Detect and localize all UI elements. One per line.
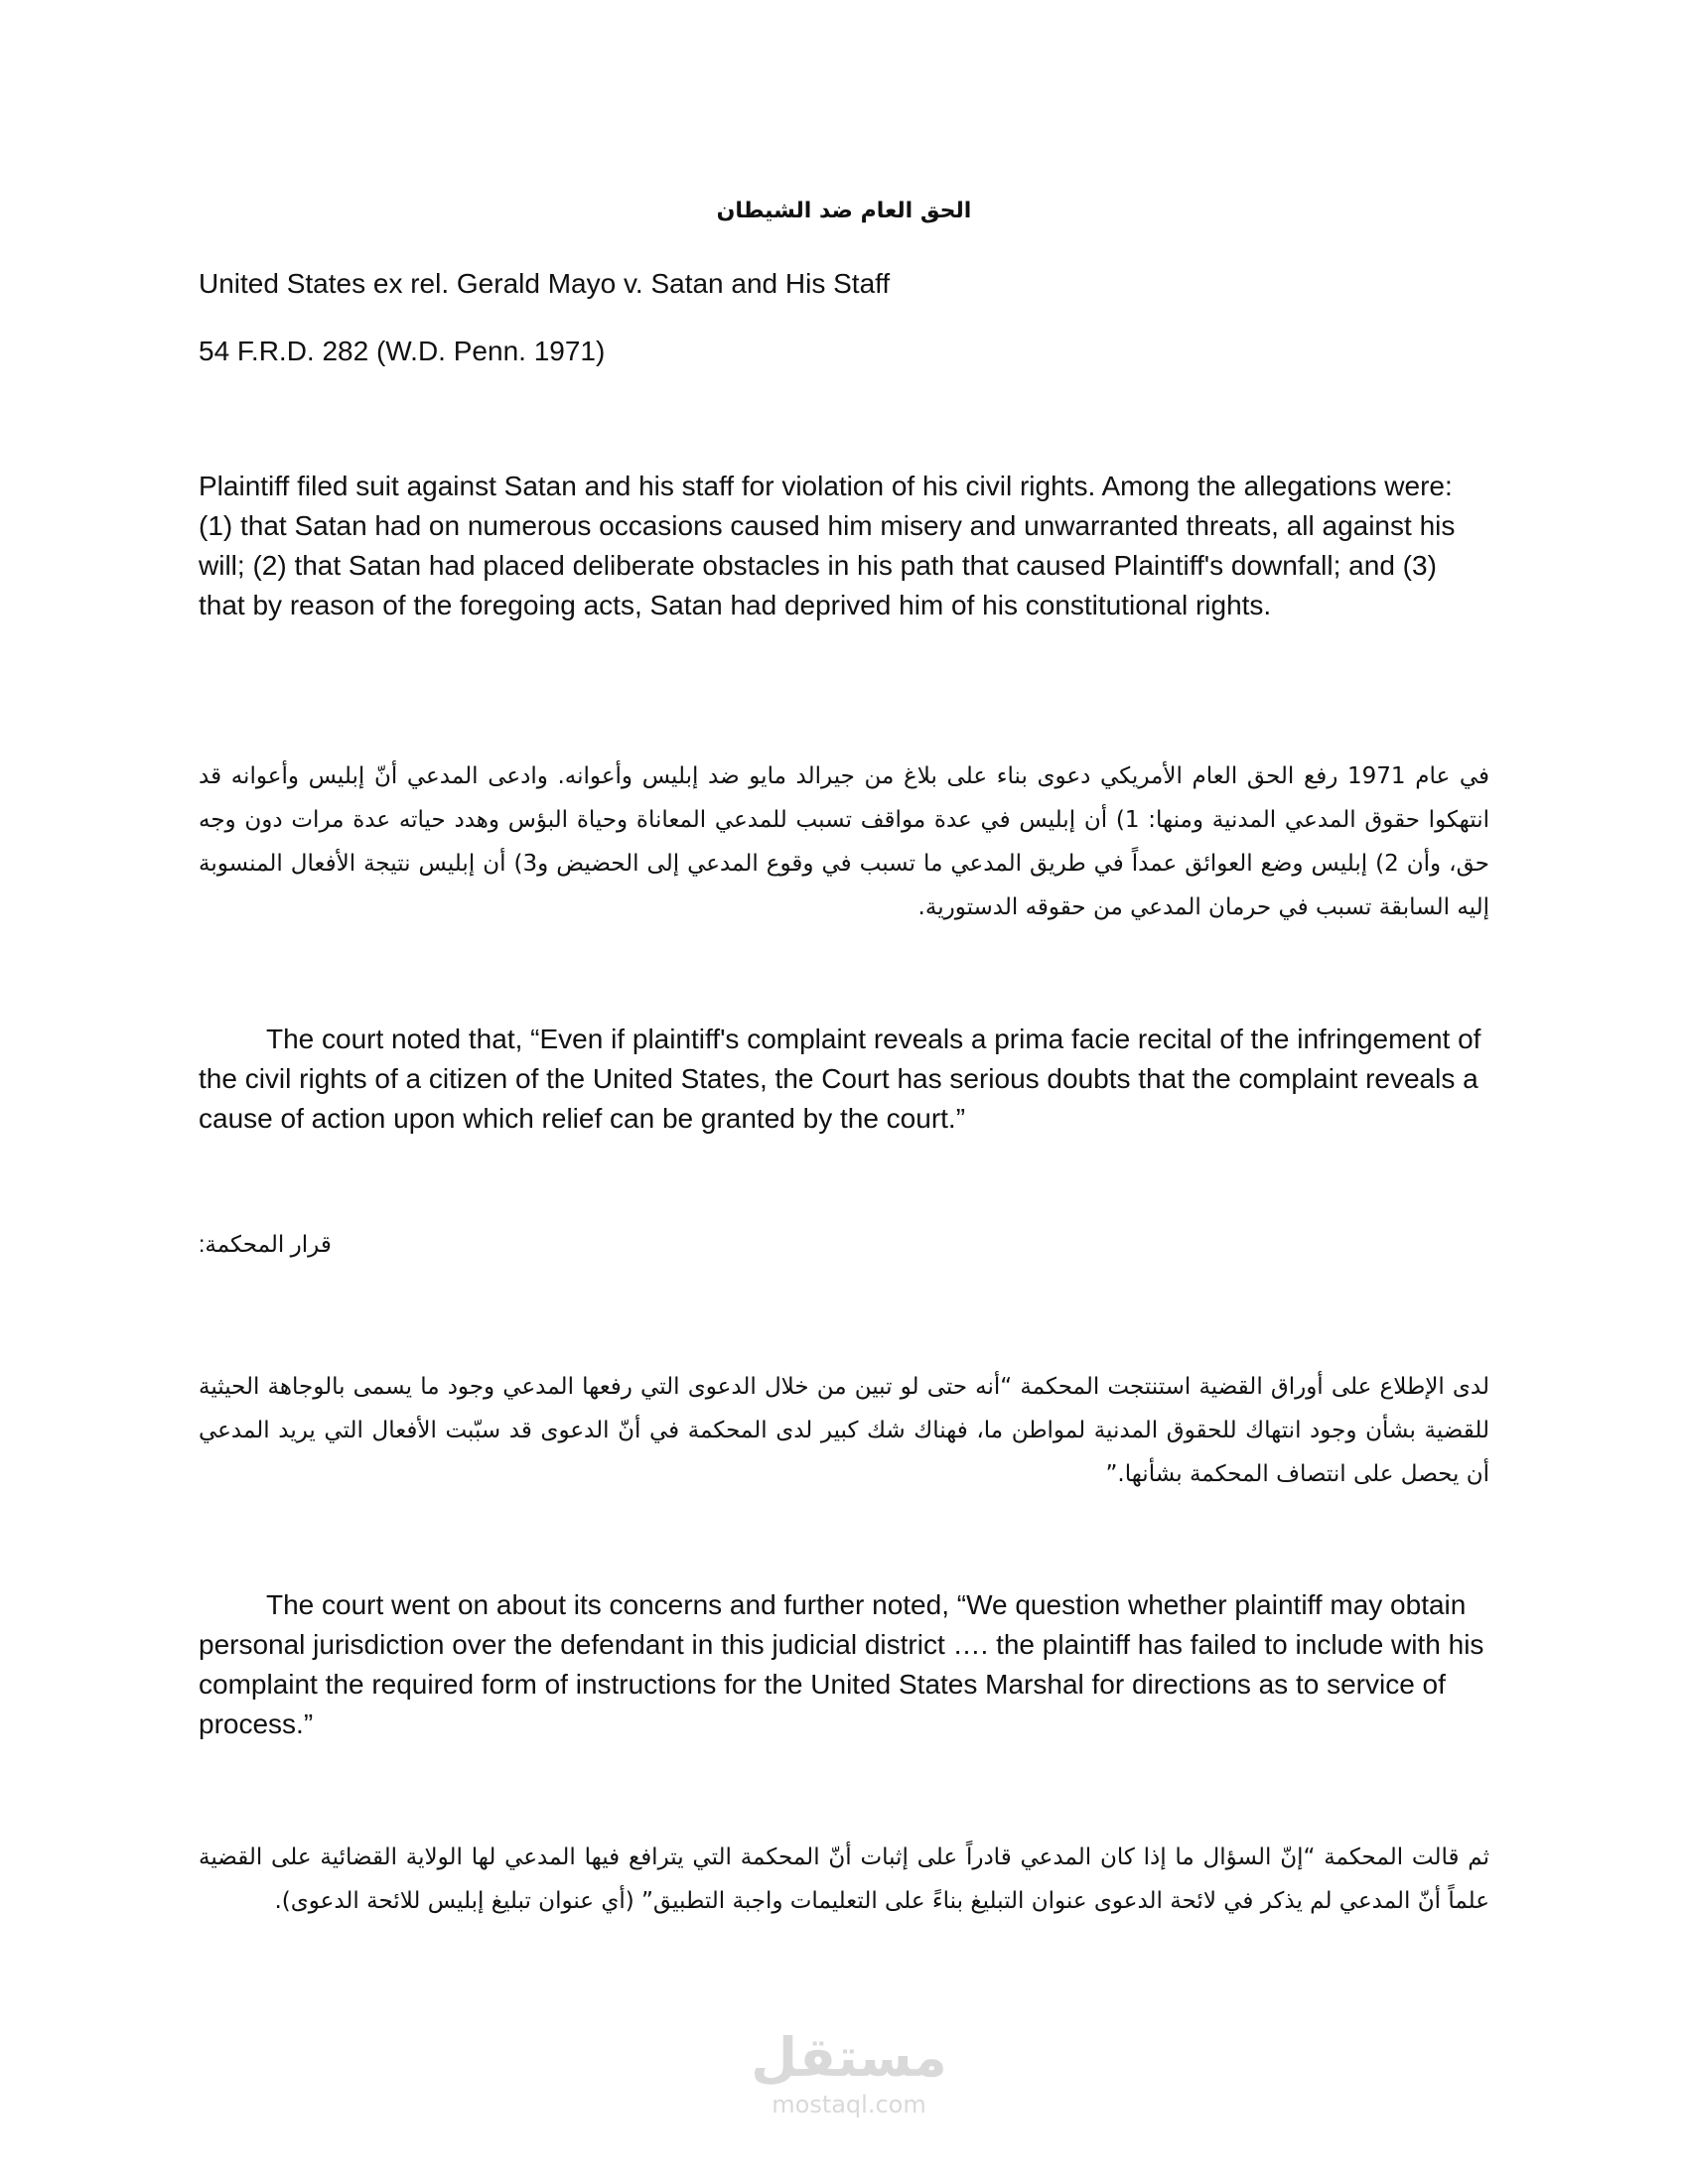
case-title: United States ex rel. Gerald Mayo v. Satan and His Staff [199,268,891,299]
watermark-arabic: مستقل [751,2026,947,2089]
case-citation: 54 F.R.D. 282 (W.D. Penn. 1971) [199,336,606,366]
watermark-logo [750,2025,948,2118]
paragraph-court-noted: The court noted that, “Even if plaintiff's complaint reveals a prima facie recital of the infringement of the civil rights of a citizen of the United States, the Court has serious doubts that the complaint reveals a cause of action upon which relief can be granted by the court.” [199,1024,1481,1134]
paragraph-jurisdiction-arabic: ثم قالت المحكمة “إنّ السؤال ما إذا كان المدعي قادراً على إثبات أنّ المحكمة التي يترافع فيها المدعي لها الولاية القضائية على القضية علماً أنّ المدعي لم يذكر في لائحة الدعوى عنوان التبليغ بناءً على التعليمات واجبة التطبيق” (أي عنوان تبليغ إبليس للائحة الدعوى). [199,1844,1489,1914]
watermark-url: mostaql.com [772,2091,926,2118]
paragraph-court-noted-arabic: لدى الإطلاع على أوراق القضية استنتجت المحكمة “أنه حتى لو تبين من خلال الدعوى التي رفعها المدعي وجود ما يسمى بالوجاهة الحيثية للقضية بشأن وجود انتهاك للحقوق المدنية لمواطن ما، فهناك شك كبير لدى المحكمة في أنّ الدعوى قد سبّبت الأفعال التي يريد المدعي أن يحصل على انتصاف المحكمة بشأنها.” [199,1374,1489,1487]
paragraph-allegations: Plaintiff filed suit against Satan and his staff for violation of his civil rights. Among the allegations were: (1) that Satan had on numerous occasions caused him misery and unwarranted threats, all against his will; (2) that Satan had placed deliberate obstacles in his path that caused Plaintiff's downfall; and (3) that by reason of the foregoing acts, Satan had deprived him of his constitutional rights. [199,471,1456,620]
arabic-title: الحق العام ضد الشيطان [716,199,972,223]
ruling-heading-arabic: قرار المحكمة: [199,1231,332,1257]
paragraph-allegations-arabic: في عام 1971 رفع الحق العام الأمريكي دعوى بناء على بلاغ من جيرالد مايو ضد إبليس وأعوانه. وادعى المدعي أنّ إبليس وأعوانه قد انتهكوا حقوق المدعي المدنية ومنها: 1) أن إبليس في عدة مواقف تسبب للمدعي المعاناة وحياة البؤس وهدد حياته عدة مرات دون وجه حق، وأن 2) إبليس وضع العوائق عمداً في طريق المدعي ما تسبب في وقوع المدعي إلى الحضيض و3) أن إبليس نتيجة الأفعال المنسوبة إليه السابقة تسبب في حرمان المدعي من حقوقه الدستورية. [199,763,1490,920]
paragraph-jurisdiction: The court went on about its concerns and further noted, “We question whether plaintiff may obtain personal jurisdiction over the defendant in this judicial district …. the plaintiff has failed to include with his complaint the required form of instructions for the United States Marshal for directions as to service of process.” [199,1589,1484,1739]
